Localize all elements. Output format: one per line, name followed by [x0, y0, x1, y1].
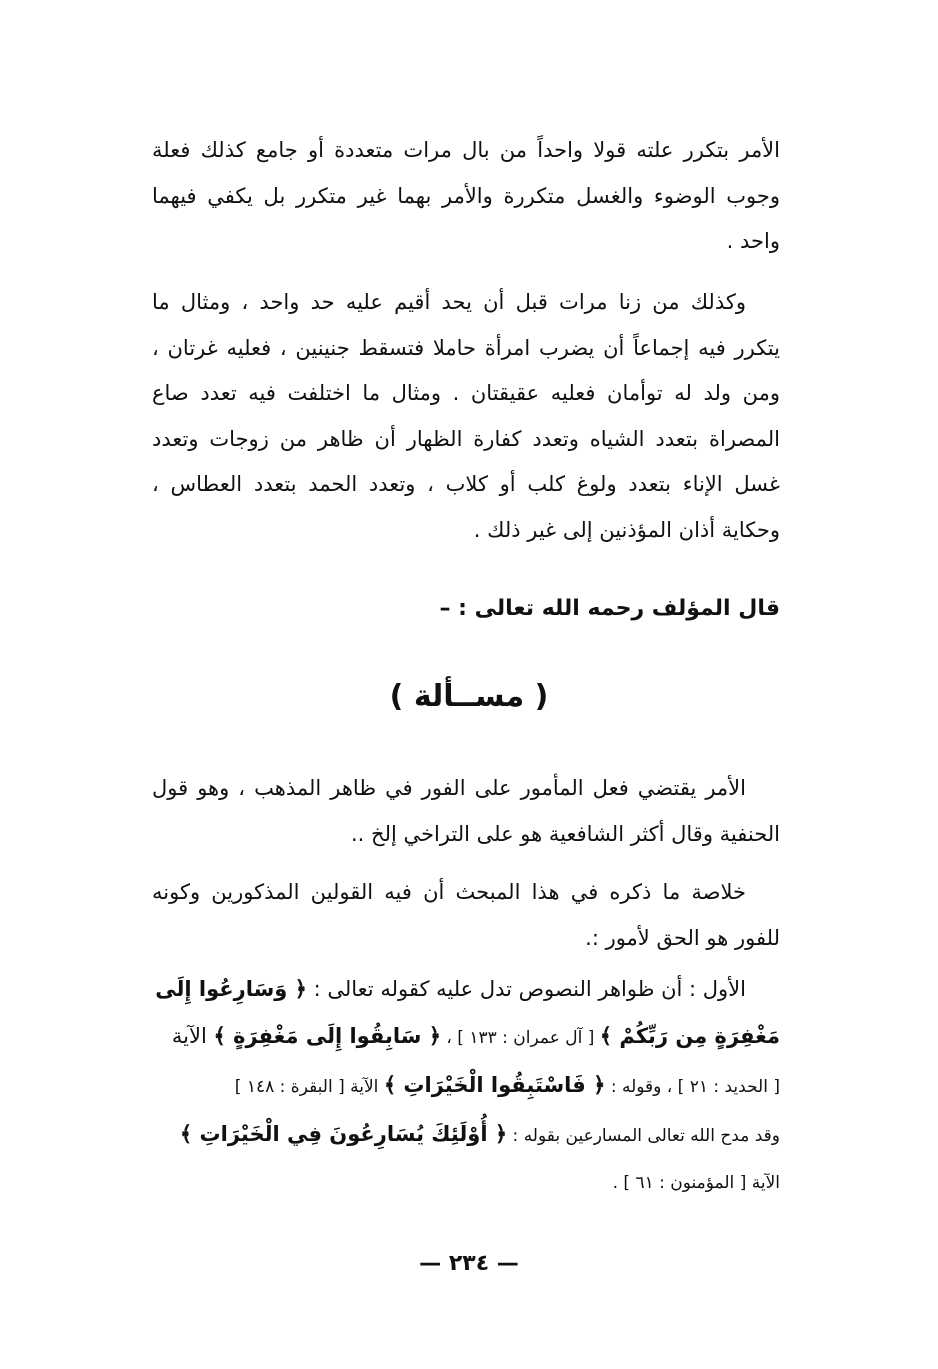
- text-line: الحنفية وقال أكثر الشافعية هو على التراخي إلخ ..: [351, 821, 780, 846]
- text-line: الآية [ المؤمنون : ٦١ ] .: [612, 1173, 780, 1193]
- paragraph-3: [152, 766, 780, 857]
- section-heading: [152, 586, 780, 632]
- text-line: [152, 966, 780, 1013]
- text-line: [152, 1013, 780, 1062]
- text-line: [152, 1062, 780, 1111]
- text-segment: وقد مدح الله تعالى المسارعين بقوله :: [507, 1126, 780, 1146]
- text-line: واحد .: [726, 229, 780, 253]
- quran-verse: ﴿ فَاسْتَبِقُوا الْخَيْرَاتِ ﴾: [383, 1073, 606, 1097]
- text-line: الأمر بتكرر علته قولا واحداً من بال مرات متعددة أو جامع كذلك فعلة: [152, 138, 780, 162]
- quran-verse: ﴿ وَسَارِعُوا إِلَى: [155, 977, 307, 1001]
- text-line: وكذلك من زنا مرات قبل أن يحد أقيم عليه حد واحد ، ومثال ما: [152, 290, 746, 314]
- paragraph-5: [152, 966, 780, 1207]
- quran-verse: ﴿ سَابِقُوا إِلَى مَغْفِرَةٍ ﴾: [213, 1024, 441, 1048]
- quran-verse: مَغْفِرَةٍ مِن رَبِّكُمْ ﴾: [599, 1024, 780, 1048]
- page-number: — ٢٣٤ —: [419, 1251, 519, 1276]
- text-line: المصراة بتعدد الشياه وتعدد كفارة الظهار أن ظاهر من زوجات وتعدد: [152, 426, 780, 451]
- text-line: وحكاية أذان المؤذنين إلى غير ذلك .: [473, 517, 780, 542]
- text-line: ومن ولد له توأمان فعليه عقيقتان . ومثال ما اختلفت فيه تعدد صاع: [152, 381, 780, 405]
- verse-reference: الآية [ البقرة : ١٤٨ ]: [234, 1077, 384, 1097]
- text-line: خلاصة ما ذكره في هذا المبحث أن فيه القولين المذكورين وكونه: [152, 880, 746, 904]
- text-line: الأمر يقتضي فعل المأمور على الفور في ظاهر المذهب ، وهو قول: [152, 776, 746, 800]
- verse-reference: [ آل عمران : ١٣٣ ] ،: [441, 1028, 600, 1048]
- text-line: وجوب الوضوء والغسل متكررة والأمر بهما غير متكرر بل يكفي فيهما: [152, 183, 780, 208]
- text-segment: الآية: [171, 1024, 214, 1048]
- paragraph-1: [152, 128, 780, 265]
- verse-reference: [ الحديد : ٢١ ] ، وقوله :: [605, 1077, 780, 1097]
- paragraph-4: [152, 870, 780, 961]
- heading-text: قال المؤلف رحمه الله تعالى : –: [439, 596, 780, 621]
- text-segment: الأول : أن ظواهر النصوص تدل عليه كقوله تعالى :: [306, 977, 746, 1001]
- text-line: للفور هو الحق لأمور :.: [585, 925, 780, 950]
- quran-verse: ﴿ أُوْلَئِكَ يُسَارِعُونَ فِي الْخَيْرَاتِ ﴾: [179, 1122, 508, 1146]
- text-line: [152, 1111, 780, 1160]
- issue-title: ( مســألة ): [389, 679, 549, 714]
- text-line: غسل الإناء بتعدد ولوغ كلب أو كلاب ، وتعدد الحمد بتعدد العطاس ،: [152, 472, 780, 496]
- paragraph-2: [152, 280, 780, 553]
- text-line: يتكرر فيه إجماعاً أن يضرب امرأة حاملا فتسقط جنينين ، فعليه غرتان ،: [152, 335, 780, 360]
